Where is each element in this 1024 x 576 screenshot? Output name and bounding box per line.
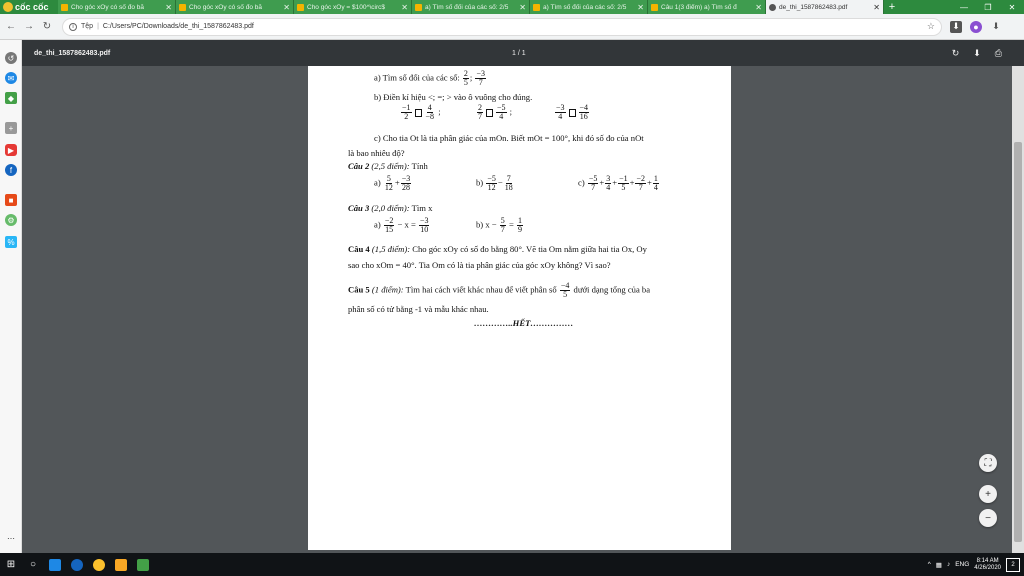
denominator: 9 [517, 225, 522, 234]
question-text: Tìm hai cách viết khác nhau để viết phân số [405, 284, 557, 295]
q3b [476, 217, 524, 234]
new-tab-button[interactable]: + [888, 1, 896, 13]
brand-label: cốc cốc [15, 2, 49, 12]
add-icon[interactable]: + [5, 122, 17, 134]
question-points: (2,0 điểm): [371, 203, 410, 213]
q2a [374, 175, 412, 192]
item-label: b) [476, 177, 484, 188]
denominator: 5 [621, 183, 626, 192]
tab-label: Cho góc xOy = $100^\circ$ [307, 3, 386, 11]
question-task: Tìm x [411, 203, 433, 213]
expression-text: = [508, 219, 514, 230]
question-text: Cho góc xOy có số đo bằng 80°. Vẽ tia Om nằm giữa hai tia Ox, Oy [412, 244, 647, 254]
bookmark-star-icon[interactable]: ☆ [926, 21, 935, 31]
denominator: 12 [487, 183, 496, 192]
youtube-icon[interactable]: ▶ [5, 144, 17, 156]
answer-box [415, 109, 422, 117]
denominator: 7 [478, 78, 483, 87]
item-label: a) [374, 219, 381, 230]
toolbar-icons [950, 21, 1002, 33]
tab-label: Cho góc xOy có số đo bằ [189, 3, 262, 11]
zoom-in-button[interactable] [979, 485, 997, 503]
browser-brand[interactable] [0, 0, 58, 14]
numerator: −1 [402, 103, 411, 112]
expression-text: x − [485, 219, 497, 230]
answer-box [569, 109, 576, 117]
operator: − [497, 177, 503, 188]
question-title: Câu 5 [348, 284, 370, 295]
numerator: −4 [560, 281, 570, 290]
numerator: −5 [497, 103, 506, 112]
fraction [605, 175, 611, 192]
numerator: 2 [463, 69, 468, 78]
expression-text: − x = [397, 219, 416, 230]
search-icon[interactable]: ○ [29, 559, 37, 570]
question-text: sao cho [348, 260, 375, 270]
numerator: 7 [506, 174, 511, 183]
tab-6[interactable] [648, 0, 766, 14]
q1c-line [374, 133, 644, 143]
tab-close-icon[interactable]: ✕ [519, 2, 526, 12]
tab-4[interactable] [412, 0, 530, 14]
print-icon[interactable]: ⎙ [994, 47, 1002, 58]
gear-icon[interactable]: ⚙ [5, 214, 17, 226]
maximize-button[interactable]: ❐ [984, 2, 992, 12]
question-text: . Tia Om có là tia phân giác của góc xOy không? Vì sao? [414, 260, 611, 270]
answer-box [486, 109, 493, 117]
tray-lang[interactable]: ENG [955, 561, 970, 568]
coccoc-taskbar-icon[interactable] [132, 553, 154, 576]
pdf-file-name: de_thi_1587862483.pdf [34, 49, 111, 57]
messenger-icon[interactable]: ✉ [5, 72, 17, 84]
tab-3[interactable] [294, 0, 412, 14]
q1c-text: , khi đó số đo của [567, 133, 629, 143]
hoc247-favicon-icon [61, 4, 68, 11]
back-arrow-icon[interactable]: ← [6, 21, 16, 32]
fraction [635, 175, 646, 192]
numerator: 1 [653, 174, 658, 183]
question-points: (1,5 điểm): [371, 244, 411, 254]
question-task: Tính [411, 161, 428, 171]
q2c [578, 175, 660, 192]
numerator: −3 [419, 216, 429, 225]
q1c-text: . Biết [506, 133, 526, 143]
pdf-actions [952, 48, 1002, 59]
close-window-button[interactable]: ✕ [1008, 2, 1016, 12]
fraction [588, 175, 599, 192]
notification-icon[interactable]: 2 [1006, 558, 1020, 572]
tab-5[interactable] [530, 0, 648, 14]
address-bar[interactable] [62, 18, 942, 36]
fraction [555, 104, 566, 121]
q5-line-1 [348, 282, 650, 299]
q1a-text: a) Tìm số đối của các số: [374, 72, 460, 83]
file-explorer-icon[interactable] [110, 553, 132, 576]
denominator: 7 [478, 112, 482, 121]
denominator: 4 [653, 183, 658, 192]
q3-heading [348, 203, 432, 213]
question-title: Câu 4 [348, 244, 370, 254]
tab-close-icon[interactable]: ✕ [873, 2, 880, 12]
hoc247-favicon-icon [533, 4, 540, 11]
browser-sidebar [0, 40, 22, 553]
numerator: 1 [517, 216, 522, 225]
numerator: −5 [487, 174, 496, 183]
fraction [475, 70, 486, 87]
numerator: −1 [619, 174, 628, 183]
separator: ; [509, 106, 513, 117]
tray-chevron-icon[interactable]: ^ [927, 561, 931, 568]
tab-close-icon[interactable]: ✕ [755, 2, 762, 12]
question-text: dưới dạng tổng của ba [573, 284, 651, 295]
chrome-icon[interactable] [88, 553, 110, 576]
q1b-pair-2 [476, 104, 512, 121]
edge-icon[interactable] [66, 553, 88, 576]
operator: + [394, 177, 400, 188]
numerator: −5 [588, 174, 598, 183]
forward-arrow-icon[interactable]: → [24, 21, 34, 32]
q4-line-1 [348, 244, 647, 254]
task-view-icon[interactable] [44, 553, 66, 576]
operator: + [612, 177, 618, 188]
pdf-page [308, 66, 731, 550]
tab-close-icon[interactable]: ✕ [283, 2, 290, 12]
denominator: 12 [384, 183, 393, 192]
denominator: −8 [425, 112, 435, 121]
numerator: 5 [386, 174, 391, 183]
q1c-line-2: là bao nhiêu độ? [348, 148, 405, 158]
coccoc-logo-icon [3, 2, 13, 12]
info-icon[interactable]: i [69, 23, 77, 31]
minimize-button[interactable]: — [960, 2, 968, 12]
tab-close-icon[interactable]: ✕ [401, 2, 408, 12]
question-title: Câu 2 [348, 161, 370, 171]
q1a-line: a) Tìm số đối của các số: $\frac{2}{5}$ ; $\frac{-3}{7}$ [374, 69, 485, 87]
pdf-favicon-icon [769, 4, 776, 11]
denominator: 5 [463, 78, 468, 87]
angle-label: mOt = 100° [527, 133, 568, 143]
browser-tab-strip [0, 0, 1024, 14]
security-label: Tệp [81, 23, 94, 30]
pdf-scrollbar[interactable] [1012, 66, 1024, 553]
scrollbar-thumb[interactable] [1014, 142, 1022, 542]
shop-icon[interactable]: ■ [5, 194, 17, 206]
tab-label: Câu 1(3 điểm) a) Tìm số đ [661, 3, 737, 11]
hoc247-favicon-icon [651, 4, 658, 11]
fraction [517, 217, 523, 234]
browser-toolbar [0, 14, 1024, 40]
windows-start-icon[interactable]: ⊞ [6, 559, 16, 570]
numerator: −2 [384, 216, 394, 225]
q3a [374, 217, 430, 234]
denominator: 2 [404, 112, 409, 121]
question-title: Câu 3 [348, 203, 370, 213]
denominator: 10 [420, 225, 429, 234]
q1b-line: b) Điền kí hiệu <; =; > vào ô vuông cho đúng. [374, 92, 533, 102]
fraction [401, 175, 412, 192]
clock-time: 8:14 AM [976, 557, 999, 564]
fraction [477, 104, 483, 121]
numerator: 2 [478, 103, 482, 112]
item-label: a) [374, 177, 381, 188]
numerator: −3 [556, 103, 565, 112]
angle-label: xOm = 40° [376, 260, 415, 270]
window-controls [952, 0, 1024, 14]
numerator: 4 [427, 103, 432, 112]
windows-taskbar [0, 553, 1024, 576]
numerator: 5 [500, 216, 505, 225]
q2b [476, 175, 515, 192]
more-icon[interactable]: ⋯ [7, 533, 15, 543]
item-label: c) [578, 177, 585, 188]
fraction [463, 70, 469, 87]
fraction [500, 217, 506, 234]
numerator: −4 [579, 103, 589, 112]
question-points: (1 điểm): [371, 284, 404, 295]
minus-icon: − [985, 512, 991, 524]
end-mark: …………..HẾT…………… [474, 318, 574, 328]
tab-1[interactable] [58, 0, 176, 14]
fraction [384, 175, 394, 192]
tab-close-icon[interactable]: ✕ [165, 2, 172, 12]
denominator: 4 [606, 183, 611, 192]
tab-close-icon[interactable]: ✕ [637, 2, 644, 12]
rotate-icon[interactable]: ↻ [951, 47, 960, 58]
q2-heading [348, 161, 428, 171]
clock-date: 4/26/2020 [974, 564, 1001, 571]
reload-icon[interactable]: ↻ [42, 21, 52, 32]
numerator: 3 [606, 174, 611, 183]
system-tray [928, 558, 1024, 572]
denominator: 4 [499, 112, 504, 121]
denominator: 7 [500, 225, 505, 234]
fit-page-icon: ⛶ [984, 457, 992, 469]
numerator: −3 [476, 69, 485, 78]
fraction [401, 104, 412, 121]
volume-icon[interactable]: ♪ [946, 561, 951, 568]
tab-pdf-active[interactable] [766, 0, 884, 14]
denominator: 7 [638, 183, 643, 192]
question-points: (2,5 điểm): [371, 161, 410, 171]
tab-label: a) Tìm số đối của các số: 2/5 [425, 3, 509, 11]
separator: ; [438, 106, 441, 117]
operator: + [629, 177, 635, 188]
url-text[interactable]: C:/Users/PC/Downloads/de_thi_1587862483.pdf [102, 23, 254, 30]
history-icon[interactable]: ↺ [5, 52, 17, 64]
fraction [618, 175, 629, 192]
denominator: 4 [558, 112, 563, 121]
fraction [653, 175, 659, 192]
address-separator: | [97, 23, 99, 30]
facebook-icon[interactable]: f [5, 164, 17, 176]
hoc247-favicon-icon [179, 4, 186, 11]
tab-label: a) Tìm số đối của các số: 2/5 [543, 3, 627, 11]
game-icon[interactable]: ◆ [5, 92, 17, 104]
item-label: b) [476, 219, 484, 230]
q5-line-2: phân số có tử bằng -1 và mẫu khác nhau. [348, 304, 489, 314]
numerator: −2 [636, 174, 645, 183]
download-icon[interactable]: ⬇ [992, 21, 1000, 31]
pdf-download-icon[interactable]: ⬇ [973, 47, 981, 58]
angle-label: nOt [630, 133, 644, 143]
tab-label: Cho góc xOy có số đo bằ [71, 3, 144, 11]
fraction [560, 282, 571, 299]
denominator: 16 [579, 112, 588, 121]
zoom-out-button[interactable] [979, 509, 997, 527]
network-icon[interactable]: ▦ [935, 561, 942, 569]
hoc247-favicon-icon [415, 4, 422, 11]
hoc247-favicon-icon [297, 4, 304, 11]
q1b-pair-1 [400, 104, 441, 121]
fraction [504, 175, 514, 192]
fraction [384, 217, 395, 234]
operator: + [599, 177, 605, 188]
q4-line-2 [348, 260, 611, 270]
operator: + [646, 177, 652, 188]
plus-icon: + [985, 488, 991, 500]
pdf-page-indicator: 1 / 1 [512, 49, 526, 57]
sale-icon[interactable]: % [5, 236, 17, 248]
fraction [425, 104, 436, 121]
denominator: 7 [591, 183, 596, 192]
angle-label: mOn [489, 133, 507, 143]
pdf-toolbar [22, 40, 1024, 66]
profile-avatar-icon[interactable]: ● [970, 21, 982, 33]
download-extension-icon[interactable]: ⬇ [950, 21, 962, 33]
fraction [486, 175, 497, 192]
q1b-pair-3 [554, 104, 590, 121]
tab-label: de_thi_1587862483.pdf [779, 3, 848, 11]
fraction [579, 104, 590, 121]
tab-2[interactable] [176, 0, 294, 14]
fraction [419, 217, 430, 234]
numerator: −3 [401, 174, 411, 183]
clock[interactable] [974, 558, 1001, 571]
q1c-text: c) Cho tia Ot là tia phân giác của [374, 133, 488, 143]
denominator: 5 [563, 290, 568, 299]
fraction [496, 104, 507, 121]
denominator: 18 [504, 183, 513, 192]
fit-page-button[interactable] [979, 454, 997, 472]
denominator: 15 [385, 225, 394, 234]
denominator: 28 [401, 183, 410, 192]
